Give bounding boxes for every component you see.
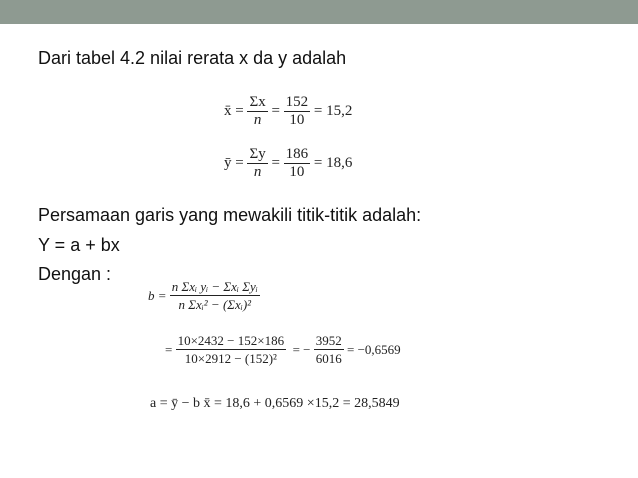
b-denominator: n Σxᵢ² − (Σxᵢ)² — [178, 297, 252, 312]
b-formula-symbolic — [148, 278, 260, 313]
equals-sign: = — [165, 341, 173, 357]
mean-x-sum: Σx — [249, 94, 266, 110]
equals-sign: = — [271, 103, 280, 119]
b-numerator: n Σxᵢ yᵢ − Σxᵢ Σyᵢ — [171, 279, 258, 294]
mean-y-lhs: ȳ = — [224, 155, 244, 171]
mean-y-denominator: 10 — [289, 164, 305, 180]
mean-x-fraction-symbolic — [247, 94, 267, 129]
b-numeric-denominator: 10×2912 − (152)² — [184, 351, 277, 366]
mean-y-n: n — [253, 164, 262, 180]
mean-x-fraction-numeric — [284, 94, 311, 129]
b-reduced-denominator: 6016 — [315, 351, 342, 366]
dengan-label: Dengan : — [38, 264, 112, 284]
regression-equation: Y = a + bx — [38, 235, 120, 255]
mean-y-fraction-numeric — [284, 146, 311, 181]
mean-x-numerator: 152 — [285, 94, 309, 110]
a-formula: a = ȳ − b x̄ = 18,6 + 0,6569 ×15,2 = 28,5849 — [150, 396, 400, 411]
mean-y-equation — [224, 146, 352, 181]
top-accent-bar — [0, 0, 638, 24]
mean-x-equation — [224, 94, 352, 129]
mean-x-denominator: 10 — [289, 112, 305, 128]
b-reduced-numerator: 3952 — [315, 333, 342, 348]
b-result: = −0,6569 — [347, 341, 401, 357]
mean-y-numerator: 186 — [285, 146, 309, 162]
b-fraction — [170, 278, 260, 313]
mean-y-sum: Σy — [249, 146, 266, 162]
mean-x-lhs: x̄ = — [224, 103, 244, 119]
heading-text: Dari tabel 4.2 nilai rerata x da y adalah — [38, 48, 347, 68]
mean-x-result: = 15,2 — [313, 103, 353, 119]
mean-y-result: = 18,6 — [313, 155, 353, 171]
equals-minus: = − — [289, 341, 311, 357]
mean-y-fraction-symbolic — [247, 146, 267, 181]
b-numeric-fraction — [176, 332, 287, 367]
b-formula-numeric — [165, 332, 401, 367]
equals-sign: = — [271, 155, 280, 171]
mean-x-n: n — [253, 112, 262, 128]
b-reduced-fraction — [314, 332, 344, 367]
b-lhs: b = — [148, 287, 167, 303]
line-equation-intro: Persamaan garis yang mewakili titik-titik adalah: — [38, 205, 422, 225]
b-numeric-numerator: 10×2432 − 152×186 — [177, 333, 285, 348]
